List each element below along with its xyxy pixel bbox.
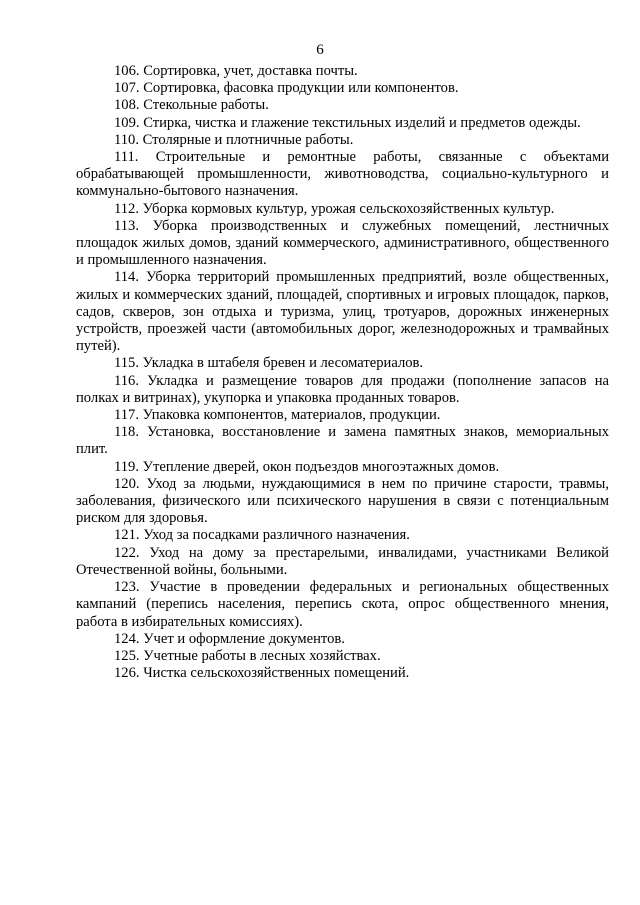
list-item: 108. Стекольные работы. (114, 97, 269, 114)
list-item: 122. Уход на дому за престарелыми, инвалидами, участниками Великой Отечественной войны, больными. (76, 544, 609, 578)
list-item: 112. Уборка кормовых культур, урожая сельскохозяйственных культур. (114, 200, 555, 217)
list-item: 125. Учетные работы в лесных хозяйствах. (114, 647, 381, 664)
list-item: 123. Участие в проведении федеральных и региональных общественных кампаний (перепись населения, перепись скота, опрос общественного мнения, работа в избирательных комиссиях). (76, 579, 609, 630)
list-item: 106. Сортировка, учет, доставка почты. (114, 63, 358, 79)
list-item: 124. Учет и оформление документов. (114, 630, 345, 647)
work-types-list (76, 63, 609, 682)
list-item: 113. Уборка производственных и служебных помещений, лестничных площадок жилых домов, зданий коммерческого, административного, общественного и промышленного назначения. (76, 217, 609, 269)
list-item: 115. Укладка в штабеля бревен и лесоматериалов. (114, 355, 424, 372)
list-item: 120. Уход за людьми, нуждающимися в нем по причине старости, травмы, заболевания, физического или психического нарушения в связи с потенциальным риском для здоровья. (76, 475, 609, 527)
list-item: 126. Чистка сельскохозяйственных помещений. (114, 665, 410, 682)
list-item: 107. Сортировка, фасовка продукции или компонентов. (114, 80, 459, 97)
list-item: 118. Установка, восстановление и замена памятных знаков, мемориальных плит. (76, 424, 609, 458)
list-item: 110. Столярные и плотничные работы. (114, 131, 354, 148)
page-number: 6 (316, 42, 324, 58)
list-item: 114. Уборка территорий промышленных предприятий, возле общественных, жилых и коммерческих зданий, площадей, спортивных и игровых площадок, парков, садов, скверов, зон отдыха и туризма, улиц, тротуаров, дорожных инженерных устройств, проезжей части (автомобильных дорог, железнодорожных и трамвайных путей). (76, 269, 609, 355)
list-item: 116. Укладка и размещение товаров для продажи (пополнение запасов на полках и витринах), укупорка и упаковка проданных товаров. (76, 372, 609, 406)
list-item: 109. Стирка, чистка и глажение текстильных изделий и предметов одежды. (114, 114, 581, 131)
list-item: 111. Строительные и ремонтные работы, связанные с объектами обрабатывающей промышленности, животноводства, социально-культурного и коммунально-бытового назначения. (76, 149, 609, 200)
list-item: 119. Утепление дверей, окон подъездов многоэтажных домов. (114, 458, 500, 475)
list-item: 117. Упаковка компонентов, материалов, продукции. (114, 407, 441, 424)
list-item: 121. Уход за посадками различного назначения. (114, 527, 410, 544)
